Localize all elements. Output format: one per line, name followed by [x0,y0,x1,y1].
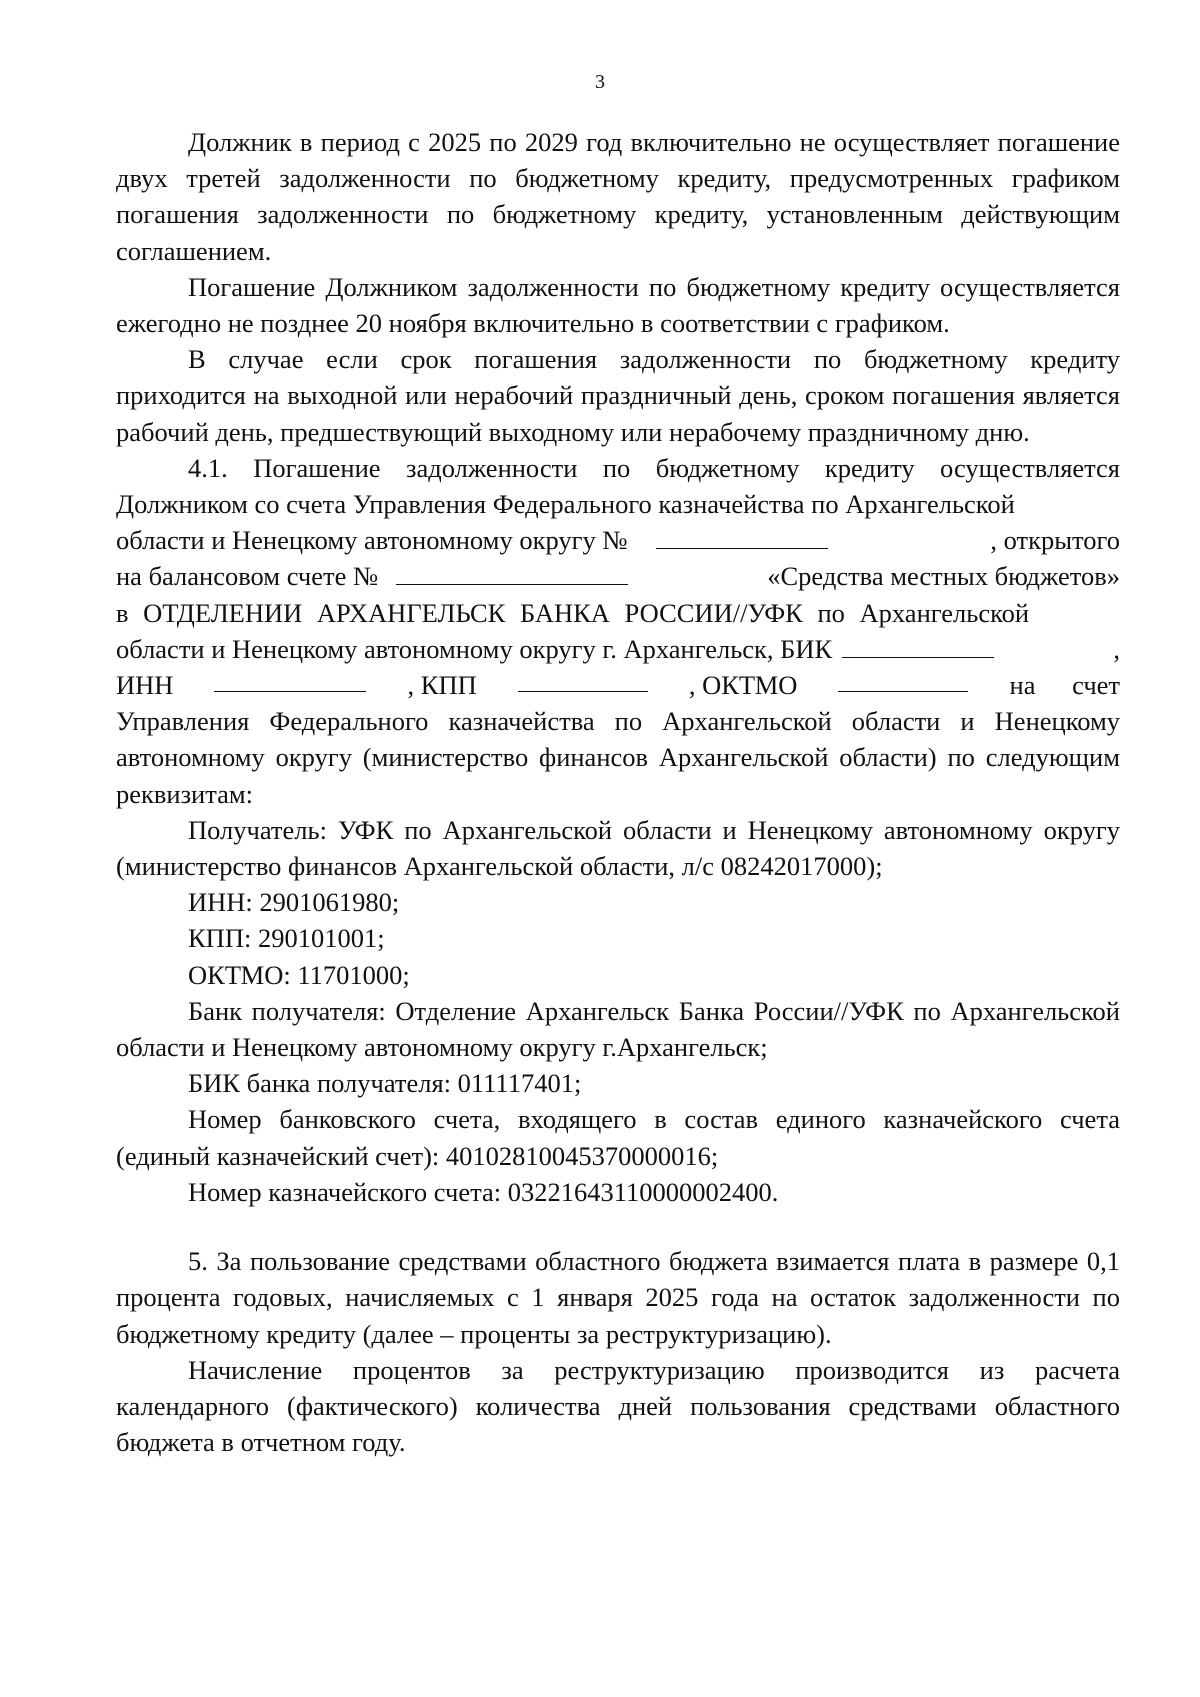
oktmo-blank [838,667,968,692]
account-number-line [116,522,1120,558]
document-body [116,124,1120,1460]
balance-account-blank [396,560,628,585]
requisite-bik: БИК банка получателя: 011117401; [188,1068,582,1099]
balance-account-label: на балансовом счете № [116,561,379,592]
requisite-kpp: КПП: 290101001; [188,923,385,954]
account-opened-label: , открытого [990,525,1120,556]
kpp-label: , КПП [407,670,477,701]
kpp-blank [518,667,648,692]
bik-blank [842,633,994,658]
bank-branch-line [116,595,1120,631]
balance-account-line [116,558,1120,594]
requisite-inn: ИНН: 2901061980; [188,887,400,918]
section-5-fee: 5. За пользование средствами областного бюджета взимается плата в размере 0,1 процента годовых, начисляемых с 1 января 2025 года на остаток задолженности по бюджетному кредиту (далее – проценты за реструктуризацию). [116,1246,1120,1349]
requisite-oktmo: ОКТМО: 11701000; [188,959,410,990]
to-account-label: на счет [1009,670,1120,701]
account-number-label: области и Ненецкому автономному округу № [116,525,628,556]
requisite-single-treasury-account: Номер банковского счета, входящего в состав единого казначейского счета (единый казначейский счет): 40102810045370000016; [116,1104,1120,1171]
paragraph-debtor-exemption: Должник в период с 2025 по 2029 год включительно не осуществляет погашение двух третей задолженности по бюджетному кредиту, предусмотренных графиком погашения задолженности по бюджетному кредиту, установленным действующим соглашением. [116,127,1120,266]
paragraph-holiday-rule: В случае если срок погашения задолженности по бюджетному кредиту приходится на выходной или нерабочий праздничный день, сроком погашения является рабочий день, предшествующий выходному или нерабочему праздничному дню. [116,344,1120,447]
requisites-block [116,812,1120,1210]
section-4-1 [116,450,1120,812]
bik-line [116,631,1120,667]
section-4-1-intro: 4.1. Погашение задолженности по бюджетному кредиту осуществляется Должником со счета Управления Федерального казначейства по Архангельской [116,452,1120,520]
inn-kpp-oktmo-line [116,667,1120,703]
oktmo-label: , ОКТМО [688,670,798,701]
page-number: 3 [595,71,605,93]
requisite-recipient: Получатель: УФК по Архангельской области и Ненецкому автономному округу (министерство финансов Архангельской области, л/с 08242017000); [116,814,1120,882]
account-number-blank [656,524,828,549]
inn-blank [214,667,366,692]
bank-branch-text: в ОТДЕЛЕНИИ АРХАНГЕЛЬСК БАНКА РОССИИ//УФК по Архангельской [116,597,1030,628]
inn-label: ИНН [116,670,174,701]
requisite-treasury-account: Номер казначейского счета: 03221643110000002400. [188,1176,779,1207]
bik-comma: , [1113,633,1120,664]
paragraph-interest-calculation: Начисление процентов за реструктуризацию производится из расчета календарного (фактического) количества дней пользования средствами областного бюджета в отчетном году. [116,1354,1120,1458]
bik-label: области и Ненецкому автономному округу г. Архангельск, БИК [116,633,833,664]
paragraph-repayment-schedule: Погашение Должником задолженности по бюджетному кредиту осуществляется ежегодно не позднее 20 ноября включительно в соответствии с графиком. [116,271,1120,339]
section-4-1-continuation: Управления Федерального казначейства по Архангельской области и Ненецкому автономному округу (министерство финансов Архангельской области) по следующим реквизитам: [116,706,1120,809]
requisite-bank: Банк получателя: Отделение Архангельск Банка России//УФК по Архангельской области и Ненецкому автономному округу г.Архангельск; [116,995,1120,1063]
local-budgets-funds-label: «Средства местных бюджетов» [767,561,1120,592]
